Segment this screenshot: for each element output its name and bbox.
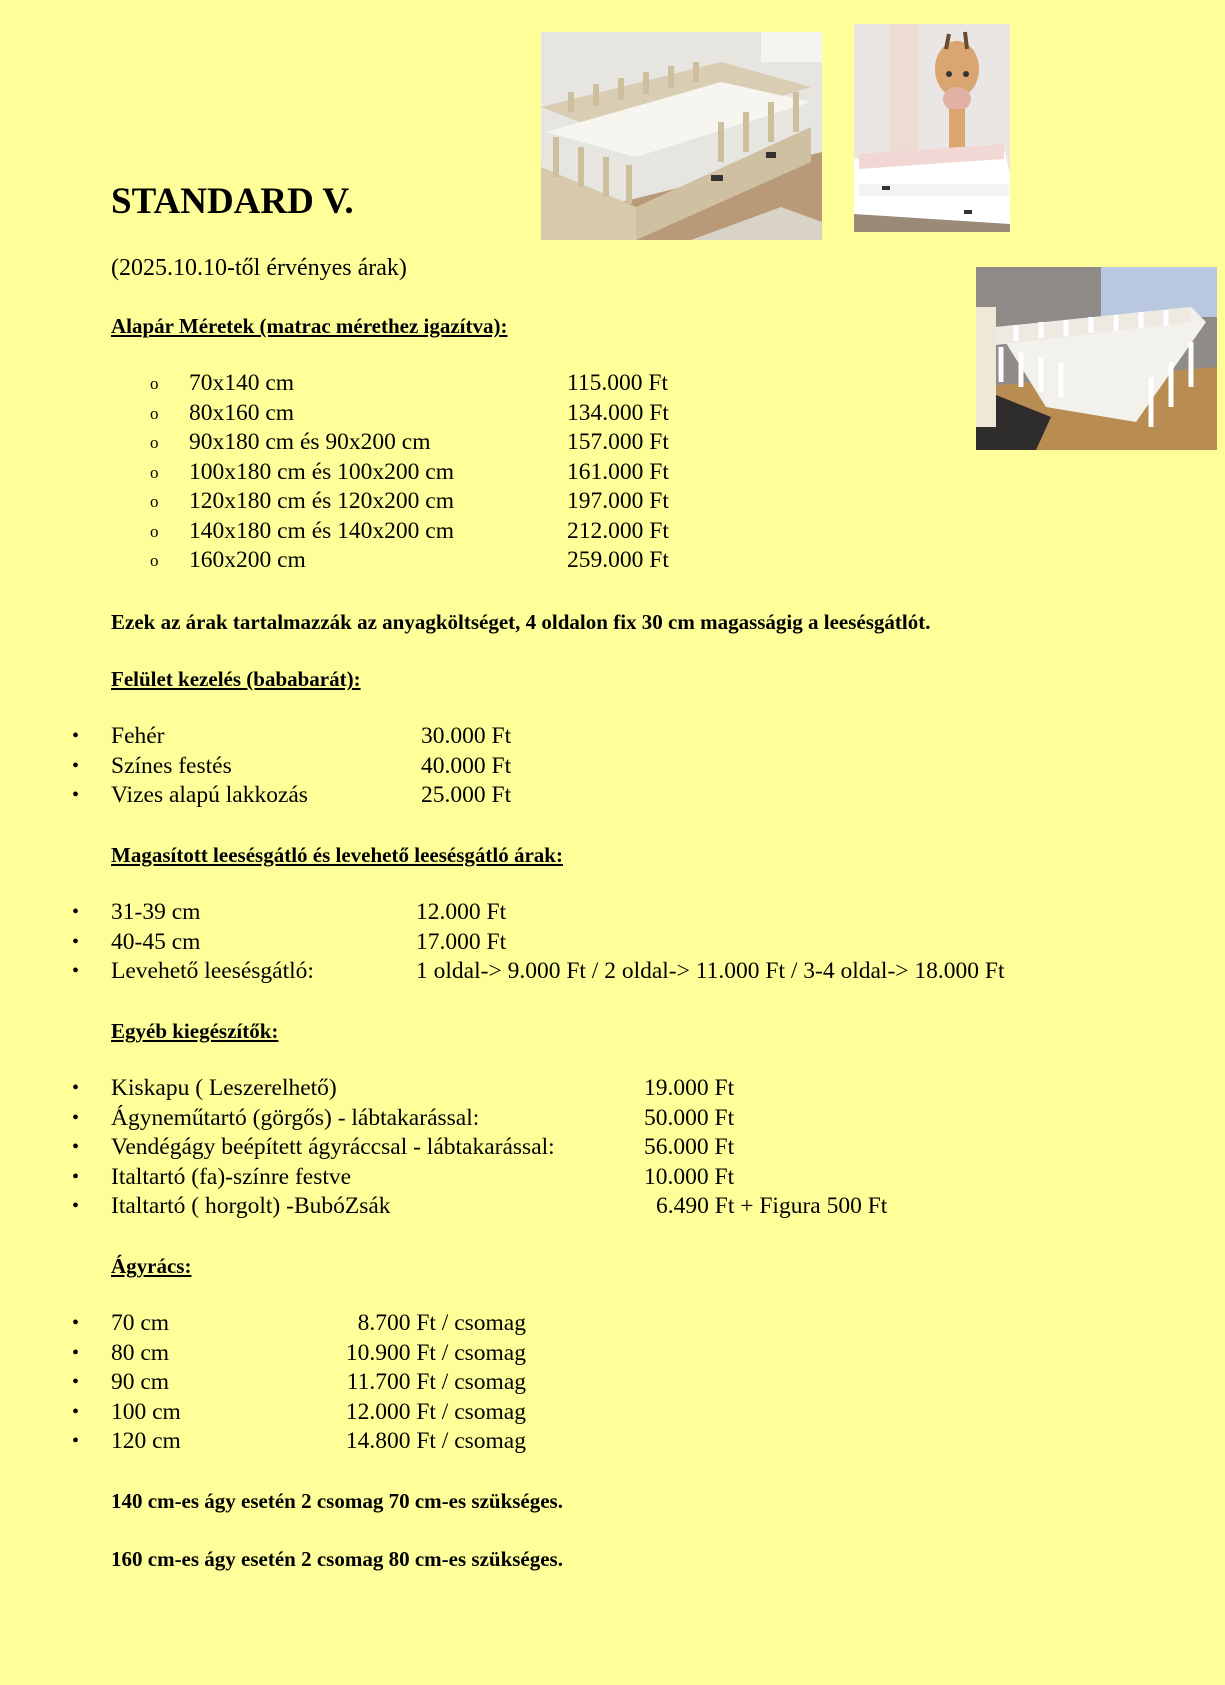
bullet-icon: • [72, 1371, 80, 1393]
hollow-bullet-icon: o [150, 403, 159, 423]
slats-note-160: 160 cm-es ágy esetén 2 csomag 80 cm-es szükséges. [111, 1547, 563, 1571]
hollow-bullet-icon: o [150, 462, 159, 482]
list-item [0, 1368, 1225, 1398]
list-item [0, 1133, 1225, 1163]
bullet-icon: • [72, 1312, 80, 1334]
item-name: 140x180 cm és 140x200 cm [189, 517, 454, 544]
bullet-icon: • [72, 1195, 80, 1217]
item-price: 1 oldal-> 9.000 Ft / 2 oldal-> 11.000 Ft / 3-4 oldal-> 18.000 Ft [416, 958, 1005, 984]
item-price: 12.000 Ft / csomag [345, 1398, 526, 1425]
item-name: Kiskapu ( Leszerelhető) [111, 1075, 337, 1101]
accessories-heading: Egyéb kiegészítők: [111, 1019, 279, 1043]
list-item [0, 399, 1225, 429]
hollow-bullet-icon: o [150, 492, 159, 511]
item-price: 12.000 Ft [416, 899, 507, 925]
list-item [0, 517, 1225, 547]
item-name: 90 cm [111, 1369, 170, 1395]
list-item [0, 458, 1225, 488]
item-name: 80x160 cm [189, 399, 295, 426]
item-name: 120 cm [111, 1428, 181, 1454]
item-price: 157.000 Ft [567, 429, 669, 455]
bullet-icon: • [72, 754, 80, 777]
item-name: Vendégágy beépített ágyráccsal - lábtakarással: [111, 1134, 555, 1160]
list-item [0, 898, 1225, 928]
item-price: 25.000 Ft [421, 782, 512, 808]
base-prices-note: Ezek az árak tartalmazzák az anyagköltséget, 4 oldalon fix 30 cm magasságig a leesésgátlót. [111, 610, 931, 634]
hollow-bullet-icon: o [150, 521, 159, 541]
item-price: 11.700 Ft / csomag [346, 1369, 526, 1395]
item-name: 160x200 cm [189, 547, 306, 573]
item-name: 40-45 cm [111, 928, 201, 955]
validity-date: (2025.10.10-től érvényes árak) [111, 255, 407, 281]
item-price: 161.000 Ft [567, 458, 669, 485]
bullet-icon: • [72, 725, 80, 747]
item-price: 14.800 Ft / csomag [345, 1428, 526, 1454]
hollow-bullet-icon: o [150, 374, 159, 393]
item-name: Fehér [111, 723, 165, 749]
base-prices-heading: Alapár Méretek (matrac mérethez igazítva): [111, 314, 508, 338]
item-price: 10.900 Ft / csomag [345, 1339, 526, 1366]
slats-heading: Ágyrács: [111, 1254, 192, 1278]
list-item [0, 1309, 1225, 1339]
list-item [0, 1074, 1225, 1104]
item-name: 100x180 cm és 100x200 cm [189, 458, 454, 485]
bullet-icon: • [72, 1106, 80, 1129]
item-name: 31-39 cm [111, 899, 201, 925]
item-price: 259.000 Ft [567, 547, 669, 573]
item-price: 50.000 Ft [644, 1104, 735, 1131]
item-name: Vizes alapú lakkozás [111, 782, 308, 808]
photo-natural-bed-with-drawer [541, 32, 822, 240]
item-price: 56.000 Ft [644, 1134, 735, 1160]
bullet-icon: • [72, 901, 80, 923]
item-name: Színes festés [111, 752, 232, 779]
item-price: 10.000 Ft [644, 1163, 735, 1190]
item-name: 70x140 cm [189, 370, 295, 396]
item-price: 40.000 Ft [421, 752, 512, 779]
photo-white-bed-giraffe-wall [854, 24, 1010, 232]
item-price: 134.000 Ft [567, 399, 669, 426]
item-price: 115.000 Ft [567, 370, 668, 396]
item-price: 8.700 Ft / csomag [357, 1310, 526, 1336]
item-price: 19.000 Ft [644, 1075, 735, 1101]
surface-heading: Felület kezelés (bababarát): [111, 667, 361, 691]
item-name: 120x180 cm és 120x200 cm [189, 488, 454, 514]
bullet-icon: • [72, 1165, 80, 1188]
item-name: Italtartó ( horgolt) -BubóZsák [111, 1193, 391, 1219]
item-name: 100 cm [111, 1398, 181, 1425]
bullet-icon: • [72, 960, 80, 982]
list-item [0, 428, 1225, 458]
list-item [0, 928, 1225, 958]
list-item [0, 1163, 1225, 1193]
item-price: 17.000 Ft [416, 928, 507, 955]
hollow-bullet-icon: o [150, 551, 159, 570]
list-item [0, 1104, 1225, 1134]
bullet-icon: • [72, 1430, 80, 1452]
item-name: 80 cm [111, 1339, 170, 1366]
bullet-icon: • [72, 1400, 80, 1423]
list-item [0, 1398, 1225, 1428]
list-item [0, 546, 1225, 576]
page-title: STANDARD V. [111, 181, 354, 222]
item-price: 6.490 Ft + Figura 500 Ft [656, 1193, 888, 1219]
list-item [0, 369, 1225, 399]
list-item [0, 781, 1225, 811]
item-name: Italtartó (fa)-színre festve [111, 1163, 352, 1190]
list-item [0, 1339, 1225, 1369]
bullet-icon: • [72, 1341, 80, 1364]
list-item [0, 752, 1225, 782]
item-price: 197.000 Ft [567, 488, 669, 514]
item-price: 212.000 Ft [567, 517, 669, 544]
item-name: 70 cm [111, 1310, 170, 1336]
bullet-icon: • [72, 784, 80, 806]
list-item [0, 722, 1225, 752]
guard-heading: Magasított leesésgátló és levehető leesésgátló árak: [111, 843, 563, 867]
list-item [0, 1427, 1225, 1457]
item-name: Ágyneműtartó (görgős) - lábtakarással: [111, 1104, 480, 1131]
hollow-bullet-icon: o [150, 433, 159, 452]
bullet-icon: • [72, 1136, 80, 1158]
list-item [0, 487, 1225, 517]
item-name: Levehető leesésgátló: [111, 958, 314, 984]
bullet-icon: • [72, 930, 80, 953]
item-name: 90x180 cm és 90x200 cm [189, 429, 431, 455]
list-item [0, 1192, 1225, 1222]
list-item [0, 957, 1225, 987]
item-price: 30.000 Ft [421, 723, 512, 749]
bullet-icon: • [72, 1077, 80, 1099]
slats-note-140: 140 cm-es ágy esetén 2 csomag 70 cm-es szükséges. [111, 1489, 563, 1513]
